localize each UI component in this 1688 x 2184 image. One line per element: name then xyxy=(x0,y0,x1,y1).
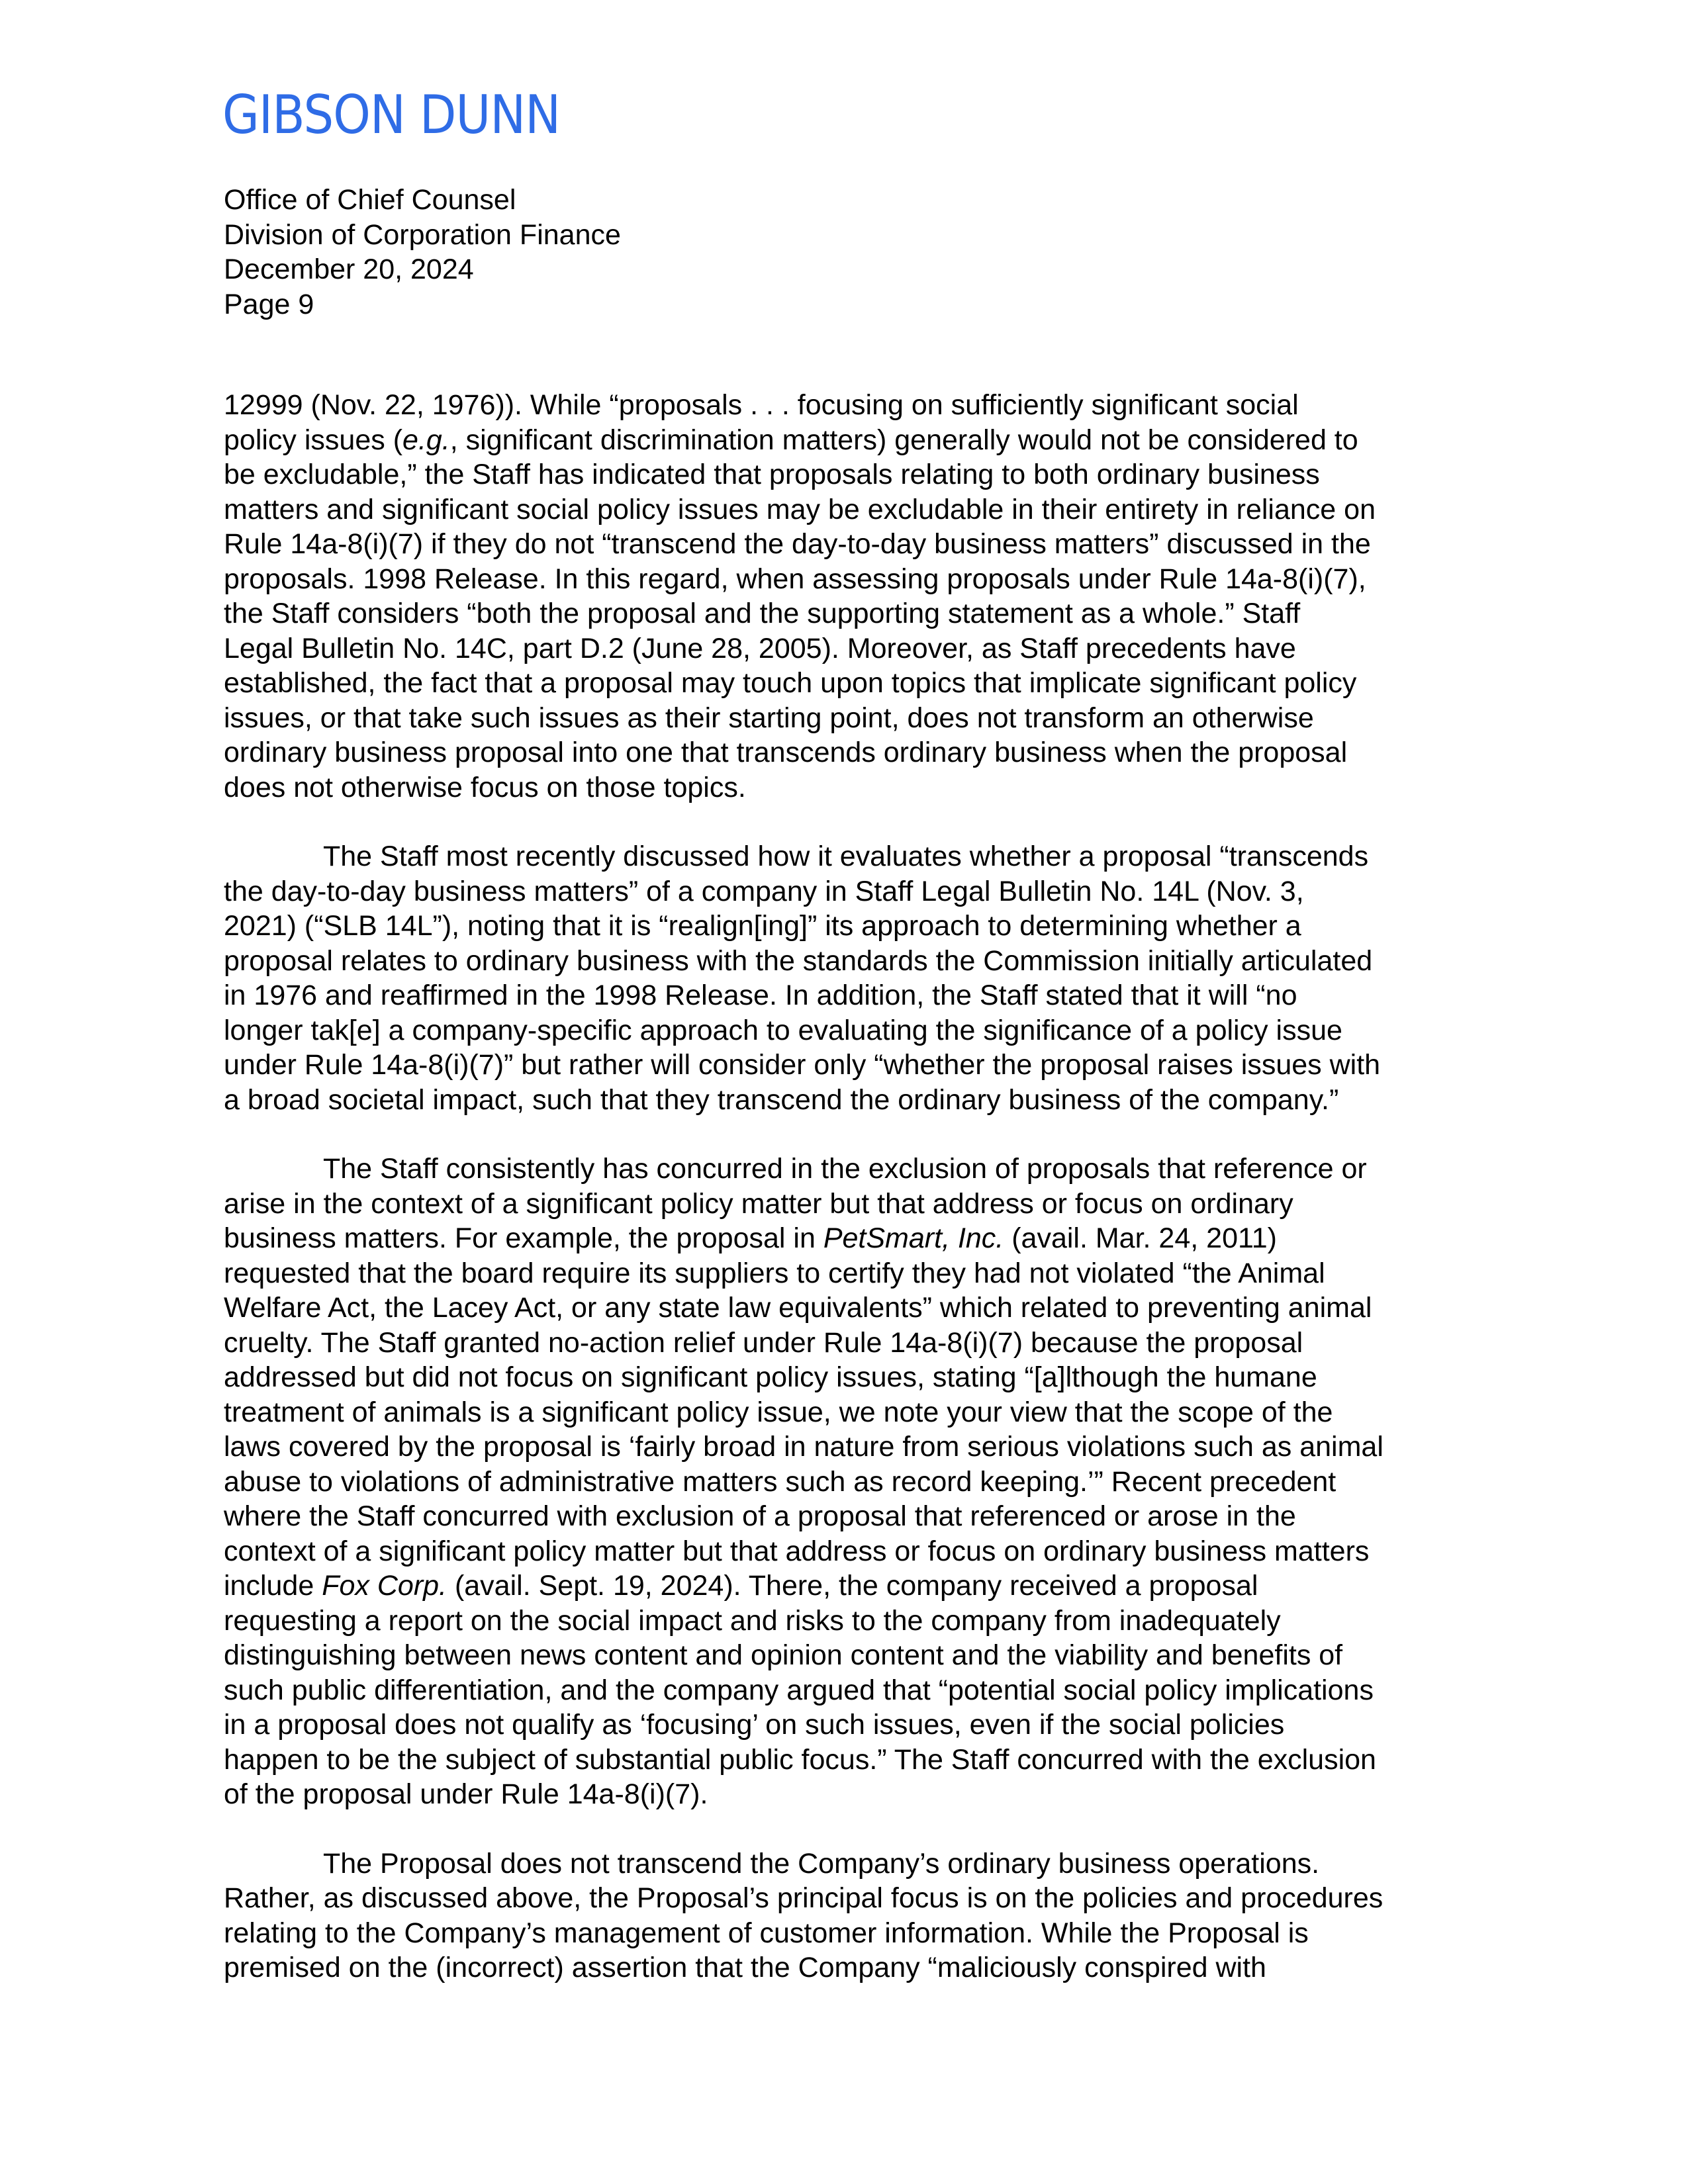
paragraph-line xyxy=(224,1743,1534,1778)
text-run: Rule 14a-8(i)(7) if they do not “transcend the day-to-day business matters” discussed in the xyxy=(224,528,1371,560)
paragraph-line xyxy=(224,457,1534,492)
paragraph-line xyxy=(224,1707,1534,1743)
text-run: issues, or that take such issues as their starting point, does not transform an otherwise xyxy=(224,702,1314,734)
paragraph-line xyxy=(224,1950,1534,1985)
paragraph-line xyxy=(224,1881,1534,1916)
text-run: of the proposal under Rule 14a-8(i)(7). xyxy=(224,1778,708,1810)
paragraph-line xyxy=(224,596,1534,631)
text-run: requesting a report on the social impact and risks to the company from inadequately xyxy=(224,1604,1281,1637)
text-run: the Staff considers “both the proposal and the supporting statement as a whole.” Staff xyxy=(224,598,1301,629)
text-run: include xyxy=(224,1570,322,1602)
paragraph-line xyxy=(224,909,1534,944)
paragraph-line xyxy=(224,1569,1534,1604)
text-run: where the Staff concurred with exclusion of a proposal that referenced or arose in the xyxy=(224,1500,1296,1532)
paragraph-line xyxy=(224,701,1534,736)
paragraph-line xyxy=(224,1638,1534,1673)
text-run: under Rule 14a-8(i)(7)” but rather will consider only “whether the proposal raises issues with xyxy=(224,1049,1381,1081)
text-run: abuse to violations of administrative matters such as record keeping.’” Recent precedent xyxy=(224,1465,1336,1498)
text-run: premised on the (incorrect) assertion that the Company “maliciously conspired with xyxy=(224,1952,1266,1983)
body-paragraph xyxy=(224,839,1534,1117)
text-run: proposal relates to ordinary business with the standards the Commission initially articulated xyxy=(224,944,1373,977)
paragraph-line xyxy=(224,1187,1534,1222)
text-run: distinguishing between news content and opinion content and the viability and benefits of xyxy=(224,1639,1343,1671)
text-run: (avail. Mar. 24, 2011) xyxy=(1004,1222,1277,1254)
text-run: The Staff most recently discussed how it evaluates whether a proposal “transcends xyxy=(323,841,1369,872)
body-paragraph xyxy=(224,388,1534,805)
text-run: relating to the Company’s management of customer information. While the Proposal is xyxy=(224,1917,1309,1949)
text-run: in a proposal does not qualify as ‘focusing’ on such issues, even if the social policies xyxy=(224,1709,1285,1741)
firm-logo: GIBSON DUNN xyxy=(222,84,561,146)
paragraph-line xyxy=(224,839,1534,874)
text-run: established, the fact that a proposal may touch upon topics that implicate significant policy xyxy=(224,667,1357,699)
text-run: , significant discrimination matters) generally would not be considered to xyxy=(449,424,1358,456)
text-run: addressed but did not focus on significant policy issues, stating “[a]lthough the humane xyxy=(224,1361,1317,1393)
text-run: The Proposal does not transcend the Company’s ordinary business operations. xyxy=(323,1847,1320,1880)
text-run: treatment of animals is a significant policy issue, we note your view that the scope of the xyxy=(224,1396,1333,1428)
paragraph-line xyxy=(224,1360,1534,1395)
paragraph-line xyxy=(224,1083,1534,1118)
text-run: longer tak[e] a company-specific approach to evaluating the significance of a policy issue xyxy=(224,1014,1342,1046)
text-run: the day-to-day business matters” of a company in Staff Legal Bulletin No. 14L (Nov. 3, xyxy=(224,875,1304,907)
paragraph-line xyxy=(224,944,1534,979)
text-run: The Staff consistently has concurred in the exclusion of proposals that reference or xyxy=(323,1153,1367,1185)
text-run: matters and significant social policy issues may be excludable in their entirety in reliance on xyxy=(224,493,1376,525)
paragraph-line xyxy=(224,1221,1534,1256)
text-run: be excludable,” the Staff has indicated that proposals relating to both ordinary business xyxy=(224,459,1320,490)
text-run: Rather, as discussed above, the Proposal’s principal focus is on the policies and procedures xyxy=(224,1882,1383,1914)
case-citation: Fox Corp. xyxy=(322,1570,447,1602)
case-citation: PetSmart, Inc. xyxy=(823,1222,1004,1254)
paragraph-line xyxy=(224,735,1534,770)
text-run: Legal Bulletin No. 14C, part D.2 (June 28, 2005). Moreover, as Staff precedents have xyxy=(224,632,1296,664)
paragraph-line xyxy=(224,388,1534,423)
text-run: a broad societal impact, such that they transcend the ordinary business of the company.” xyxy=(224,1083,1339,1116)
text-run: proposals. 1998 Release. In this regard, when assessing proposals under Rule 14a-8(i)(7), xyxy=(224,563,1366,595)
header-page: Page 9 xyxy=(224,288,314,320)
letter-header xyxy=(224,183,621,322)
paragraph-line xyxy=(224,1673,1534,1708)
text-run: arise in the context of a significant policy matter but that address or focus on ordinary xyxy=(224,1187,1293,1220)
paragraph-line xyxy=(224,1395,1534,1430)
text-run: (avail. Sept. 19, 2024). There, the company received a proposal xyxy=(447,1570,1258,1602)
paragraph-line xyxy=(224,770,1534,805)
text-run: laws covered by the proposal is ‘fairly broad in nature from serious violations such as animal xyxy=(224,1431,1383,1463)
paragraph-line xyxy=(224,492,1534,527)
body-paragraph xyxy=(224,1846,1534,1985)
text-run: Welfare Act, the Lacey Act, or any state law equivalents” which related to preventing animal xyxy=(224,1292,1372,1324)
text-run: policy issues ( xyxy=(224,424,403,456)
text-run: such public differentiation, and the company argued that “potential social policy implications xyxy=(224,1674,1374,1706)
header-division: Division of Corporation Finance xyxy=(224,218,621,251)
paragraph-line xyxy=(224,978,1534,1013)
paragraph-line xyxy=(224,1499,1534,1534)
case-citation: e.g. xyxy=(402,424,450,456)
paragraph-line xyxy=(224,1604,1534,1639)
paragraph-line xyxy=(224,1326,1534,1361)
paragraph-line xyxy=(224,666,1534,701)
text-run: requested that the board require its suppliers to certify they had not violated “the Animal xyxy=(224,1257,1325,1289)
text-run: in 1976 and reaffirmed in the 1998 Release. In addition, the Staff stated that it will “no xyxy=(224,979,1297,1011)
text-run: 2021) (“SLB 14L”), noting that it is “realign[ing]” its approach to determining whether a xyxy=(224,910,1301,942)
text-run: 12999 (Nov. 22, 1976)). While “proposals . . . focusing on sufficiently significant social xyxy=(224,389,1299,421)
paragraph-line xyxy=(224,1048,1534,1083)
paragraph-line xyxy=(224,1430,1534,1465)
paragraph-line xyxy=(224,1465,1534,1500)
letter-body xyxy=(224,388,1534,2020)
text-run: cruelty. The Staff granted no-action relief under Rule 14a-8(i)(7) because the proposal xyxy=(224,1326,1303,1359)
text-run: happen to be the subject of substantial public focus.” The Staff concurred with the exclusion xyxy=(224,1743,1376,1776)
paragraph-line xyxy=(224,423,1534,458)
header-office: Office of Chief Counsel xyxy=(224,184,516,216)
text-run: does not otherwise focus on those topics. xyxy=(224,771,746,803)
header-date: December 20, 2024 xyxy=(224,253,474,285)
body-paragraph xyxy=(224,1152,1534,1812)
text-run: context of a significant policy matter but that address or focus on ordinary business matters xyxy=(224,1535,1370,1567)
paragraph-line xyxy=(224,1777,1534,1812)
paragraph-line xyxy=(224,1256,1534,1291)
paragraph-line xyxy=(224,874,1534,909)
text-run: business matters. For example, the proposal in xyxy=(224,1222,823,1254)
paragraph-line xyxy=(224,1846,1534,1882)
paragraph-line xyxy=(224,1291,1534,1326)
paragraph-line xyxy=(224,1534,1534,1569)
paragraph-line xyxy=(224,562,1534,597)
paragraph-line xyxy=(224,1916,1534,1951)
paragraph-line xyxy=(224,527,1534,562)
paragraph-line xyxy=(224,1013,1534,1048)
text-run: ordinary business proposal into one that transcends ordinary business when the proposal xyxy=(224,737,1348,768)
paragraph-line xyxy=(224,631,1534,666)
paragraph-line xyxy=(224,1152,1534,1187)
